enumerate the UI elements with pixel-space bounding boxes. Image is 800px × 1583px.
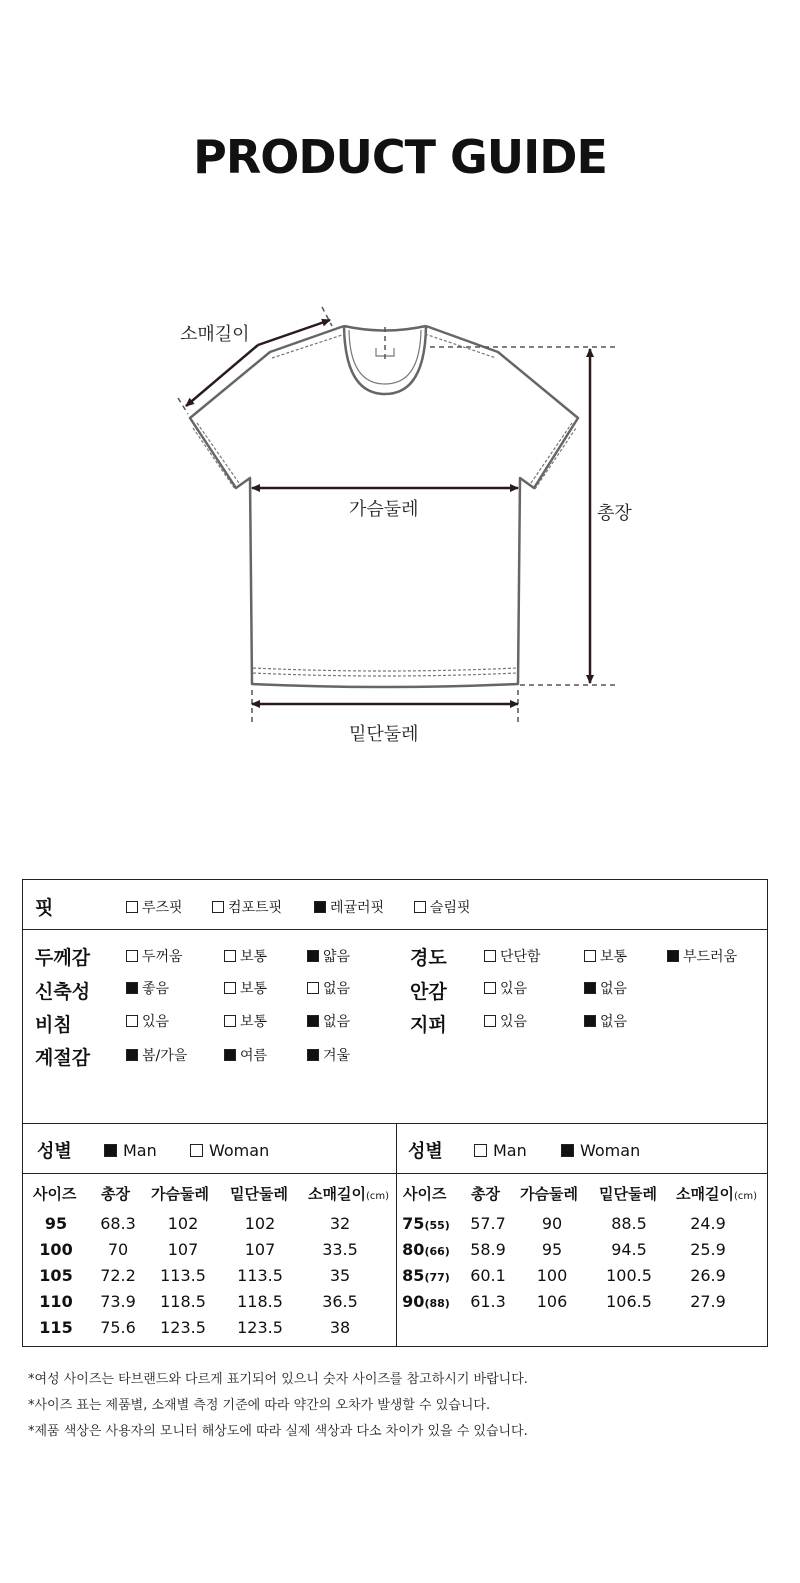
option-normal bbox=[224, 978, 267, 998]
footnote: *제품 색상은 사용자의 모니터 해상도에 따라 실제 색상과 다소 차이가 있을 수 있습니다. bbox=[28, 1424, 528, 1439]
checked-box-icon bbox=[126, 1049, 138, 1061]
table-cell: 118.5 bbox=[237, 1292, 283, 1311]
option-label: 레귤러핏 bbox=[330, 900, 385, 916]
women-option-man bbox=[474, 1141, 527, 1160]
checkbox-icon bbox=[224, 982, 236, 994]
table-cell: 100.5 bbox=[606, 1266, 652, 1285]
checkbox-icon bbox=[212, 901, 224, 913]
korean-size: (88) bbox=[424, 1297, 450, 1310]
korean-size: (66) bbox=[424, 1245, 450, 1258]
table-cell: 107 bbox=[244, 1240, 276, 1259]
table-cell: 113.5 bbox=[160, 1266, 206, 1285]
chest-label: 가슴둘레 bbox=[349, 499, 419, 520]
product-spec-table bbox=[22, 879, 768, 1347]
checkbox-icon bbox=[414, 901, 426, 913]
option-thick bbox=[126, 946, 183, 966]
hardness-label: 경도 bbox=[410, 947, 447, 969]
table-cell: 73.9 bbox=[100, 1292, 136, 1311]
option-none bbox=[307, 978, 350, 998]
men-option-man bbox=[104, 1141, 157, 1160]
option-label: 부드러움 bbox=[683, 949, 738, 965]
page-title: PRODUCT GUIDE bbox=[193, 130, 607, 184]
women-header-hem: 밑단둘레 bbox=[599, 1185, 657, 1203]
divider bbox=[23, 1123, 767, 1124]
women-header-length: 총장 bbox=[471, 1185, 500, 1203]
sheer-label: 비침 bbox=[35, 1014, 72, 1036]
table-cell: 70 bbox=[107, 1240, 129, 1259]
option-none bbox=[584, 978, 627, 998]
option-label: 단단함 bbox=[500, 949, 541, 965]
table-cell: 95 bbox=[541, 1240, 563, 1259]
sleeve-length-label: 소매길이 bbox=[180, 324, 250, 345]
divider bbox=[23, 1173, 767, 1174]
option-label: 컴포트핏 bbox=[228, 900, 283, 916]
table-cell: 32 bbox=[329, 1214, 351, 1233]
option-label: 얇음 bbox=[323, 949, 351, 965]
table-cell: 35 bbox=[329, 1266, 351, 1285]
table-cell: 102 bbox=[167, 1214, 199, 1233]
korean-size: (77) bbox=[424, 1271, 450, 1284]
option-label: Man bbox=[123, 1141, 157, 1160]
table-cell bbox=[401, 1292, 451, 1311]
option-label: Woman bbox=[580, 1141, 641, 1160]
option-yes bbox=[484, 1011, 527, 1031]
option-comfort-fit bbox=[212, 897, 282, 917]
table-cell: 90 bbox=[541, 1214, 563, 1233]
table-cell: 26.9 bbox=[690, 1266, 726, 1285]
unit-label: (cm) bbox=[733, 1191, 758, 1202]
option-normal bbox=[584, 946, 627, 966]
checkbox-icon bbox=[584, 950, 596, 962]
table-cell: 123.5 bbox=[237, 1318, 283, 1337]
table-cell: 75.6 bbox=[100, 1318, 136, 1337]
table-cell: 118.5 bbox=[160, 1292, 206, 1311]
men-option-woman bbox=[190, 1141, 269, 1160]
option-label: 보통 bbox=[240, 949, 268, 965]
footnote: *사이즈 표는 제품별, 소재별 측정 기준에 따라 약간의 오차가 발생할 수 있습니다. bbox=[28, 1398, 491, 1413]
table-cell: 36.5 bbox=[322, 1292, 358, 1311]
table-cell: 61.3 bbox=[470, 1292, 506, 1311]
table-cell: 106.5 bbox=[606, 1292, 652, 1311]
checked-box-icon bbox=[584, 1015, 596, 1027]
divider bbox=[23, 929, 767, 930]
option-label: 없음 bbox=[600, 1014, 628, 1030]
season-label: 계절감 bbox=[35, 1047, 91, 1069]
table-cell: 115 bbox=[39, 1318, 73, 1337]
table-cell: 100 bbox=[39, 1240, 73, 1259]
checkbox-icon bbox=[126, 1015, 138, 1027]
option-label: 좋음 bbox=[142, 981, 170, 997]
option-label: 없음 bbox=[600, 981, 628, 997]
men-header-chest: 가슴둘레 bbox=[151, 1185, 209, 1203]
option-label: 있음 bbox=[500, 1014, 528, 1030]
table-cell: 57.7 bbox=[470, 1214, 506, 1233]
men-gender-label: 성별 bbox=[37, 1141, 72, 1162]
option-label: 봄/가을 bbox=[142, 1048, 188, 1064]
lining-label: 안감 bbox=[410, 981, 447, 1003]
size-number: 80 bbox=[402, 1240, 425, 1259]
option-thin bbox=[307, 946, 350, 966]
checked-box-icon bbox=[584, 982, 596, 994]
table-cell: 60.1 bbox=[470, 1266, 506, 1285]
table-cell: 113.5 bbox=[237, 1266, 283, 1285]
checkbox-icon bbox=[126, 950, 138, 962]
checked-box-icon bbox=[104, 1144, 117, 1157]
checkbox-icon bbox=[307, 982, 319, 994]
option-none bbox=[584, 1011, 627, 1031]
checked-box-icon bbox=[307, 1049, 319, 1061]
table-cell: 38 bbox=[329, 1318, 351, 1337]
hem-label: 밑단둘레 bbox=[349, 724, 419, 745]
checkbox-icon bbox=[484, 950, 496, 962]
thickness-label: 두께감 bbox=[35, 947, 91, 969]
footnote: *여성 사이즈는 타브랜드와 다르게 표기되어 있으니 숫자 사이즈를 참고하시기 바랍니다. bbox=[28, 1372, 528, 1387]
option-normal bbox=[224, 1011, 267, 1031]
checked-box-icon bbox=[667, 950, 679, 962]
table-cell: 24.9 bbox=[690, 1214, 726, 1233]
table-cell: 27.9 bbox=[690, 1292, 726, 1311]
option-label: 보통 bbox=[240, 1014, 268, 1030]
option-label: Woman bbox=[209, 1141, 270, 1160]
option-summer bbox=[224, 1045, 267, 1065]
men-header-hem: 밑단둘레 bbox=[230, 1185, 288, 1203]
men-header-length: 총장 bbox=[101, 1185, 130, 1203]
table-cell bbox=[401, 1240, 451, 1259]
women-option-woman bbox=[561, 1141, 640, 1160]
table-cell bbox=[401, 1214, 451, 1233]
women-header-size: 사이즈 bbox=[403, 1185, 447, 1203]
total-length-label: 총장 bbox=[597, 503, 632, 524]
option-normal bbox=[224, 946, 267, 966]
option-none bbox=[307, 1011, 350, 1031]
option-label: 슬림핏 bbox=[430, 900, 471, 916]
table-cell: 102 bbox=[244, 1214, 276, 1233]
checkbox-icon bbox=[484, 982, 496, 994]
header-text: 소매길이 bbox=[676, 1185, 734, 1203]
checkbox-icon bbox=[474, 1144, 487, 1157]
checked-box-icon bbox=[561, 1144, 574, 1157]
table-cell: 95 bbox=[44, 1214, 68, 1233]
option-yes bbox=[126, 1011, 169, 1031]
checked-box-icon bbox=[307, 1015, 319, 1027]
checkbox-icon bbox=[190, 1144, 203, 1157]
option-winter bbox=[307, 1045, 350, 1065]
checkbox-icon bbox=[126, 901, 138, 913]
option-label: 두꺼움 bbox=[142, 949, 183, 965]
women-header-sleeve bbox=[676, 1183, 757, 1204]
option-regular-fit bbox=[314, 897, 384, 917]
option-firm bbox=[484, 946, 541, 966]
stretch-label: 신축성 bbox=[35, 981, 91, 1003]
option-label: Man bbox=[493, 1141, 527, 1160]
table-cell: 106 bbox=[536, 1292, 568, 1311]
korean-size: (55) bbox=[424, 1219, 450, 1232]
table-cell: 94.5 bbox=[611, 1240, 647, 1259]
unit-label: (cm) bbox=[365, 1191, 390, 1202]
size-number: 85 bbox=[402, 1266, 425, 1285]
option-spring-fall bbox=[126, 1045, 187, 1065]
table-cell: 72.2 bbox=[100, 1266, 136, 1285]
divider bbox=[396, 1124, 397, 1346]
option-label: 여름 bbox=[240, 1048, 268, 1064]
checkbox-icon bbox=[484, 1015, 496, 1027]
table-cell: 110 bbox=[39, 1292, 73, 1311]
option-good bbox=[126, 978, 169, 998]
checked-box-icon bbox=[126, 982, 138, 994]
table-cell: 25.9 bbox=[690, 1240, 726, 1259]
table-cell: 100 bbox=[536, 1266, 568, 1285]
option-label: 있음 bbox=[500, 981, 528, 997]
table-cell: 68.3 bbox=[100, 1214, 136, 1233]
header-text: 소매길이 bbox=[308, 1185, 366, 1203]
checked-box-icon bbox=[307, 950, 319, 962]
women-header-chest: 가슴둘레 bbox=[520, 1185, 578, 1203]
option-label: 보통 bbox=[240, 981, 268, 997]
option-label: 보통 bbox=[600, 949, 628, 965]
option-label: 없음 bbox=[323, 981, 351, 997]
checked-box-icon bbox=[224, 1049, 236, 1061]
option-label: 있음 bbox=[142, 1014, 170, 1030]
table-cell: 107 bbox=[167, 1240, 199, 1259]
table-cell: 88.5 bbox=[611, 1214, 647, 1233]
size-number: 75 bbox=[402, 1214, 425, 1233]
checkbox-icon bbox=[224, 1015, 236, 1027]
option-yes bbox=[484, 978, 527, 998]
table-cell: 123.5 bbox=[160, 1318, 206, 1337]
option-label: 겨울 bbox=[323, 1048, 351, 1064]
checked-box-icon bbox=[314, 901, 326, 913]
women-gender-label: 성별 bbox=[408, 1141, 443, 1162]
table-cell: 33.5 bbox=[322, 1240, 358, 1259]
option-slim-fit bbox=[414, 897, 471, 917]
fit-label: 핏 bbox=[35, 897, 54, 919]
size-number: 90 bbox=[402, 1292, 425, 1311]
option-loose-fit bbox=[126, 897, 183, 917]
option-label: 루즈핏 bbox=[142, 900, 183, 916]
table-cell bbox=[401, 1266, 451, 1285]
table-cell: 58.9 bbox=[470, 1240, 506, 1259]
table-cell: 105 bbox=[39, 1266, 73, 1285]
zipper-label: 지퍼 bbox=[410, 1014, 447, 1036]
men-header-sleeve bbox=[308, 1183, 389, 1204]
option-soft bbox=[667, 946, 737, 966]
option-label: 없음 bbox=[323, 1014, 351, 1030]
men-header-size: 사이즈 bbox=[33, 1185, 77, 1203]
checkbox-icon bbox=[224, 950, 236, 962]
